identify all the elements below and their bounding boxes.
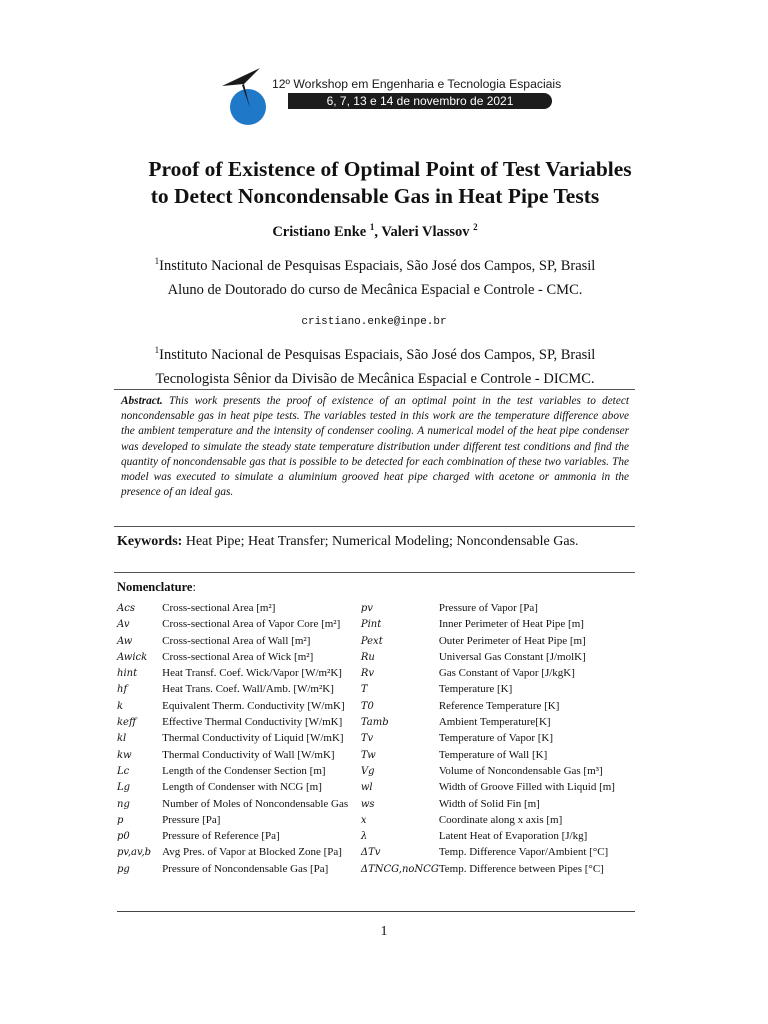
nomenclature-symbol: Pext (360, 635, 383, 647)
nomenclature-table (117, 602, 637, 879)
nomenclature-definition: Temperature [K] (438, 683, 513, 696)
nomenclature-symbol: Acs (117, 603, 135, 614)
title-line-1: Proof of Existence of Optimal Point of Test Variables (148, 157, 632, 181)
nomenclature-row (117, 602, 637, 618)
nomenclature-symbol: k (117, 700, 124, 712)
nomenclature-definition: Universal Gas Constant [J/molK] (438, 650, 586, 663)
nomenclature-row (117, 781, 637, 797)
nomenclature-symbol: ΔTv (360, 847, 381, 859)
nomenclature-definition: Length of the Condenser Section [m] (162, 764, 326, 777)
nomenclature-symbol: Tw (360, 749, 376, 761)
nomenclature-row (117, 667, 637, 683)
nomenclature-bottom-rule (117, 911, 635, 912)
author-2: Valeri Vlassov (381, 223, 470, 240)
nomenclature-row (117, 732, 637, 748)
nomenclature-definition: Cross-sectional Area of Wall [m²] (162, 634, 311, 647)
nomenclature-symbol: Ru (360, 651, 375, 663)
nomenclature-symbol: p (117, 814, 124, 826)
nomenclature-definition: Outer Perimeter of Heat Pipe [m] (438, 634, 586, 647)
author-2-sup: 2 (473, 222, 478, 232)
nomenclature-definition: Temp. Difference Vapor/Ambient [°C] (438, 846, 609, 859)
nomenclature-symbol: Rv (360, 668, 375, 680)
nomenclature-definition: Pressure of Vapor [Pa] (438, 602, 538, 614)
abstract-top-rule (114, 389, 635, 390)
nomenclature-definition: Width of Groove Filled with Liquid [m] (438, 781, 615, 794)
nomenclature-symbol: T (360, 684, 368, 696)
nomenclature-row (117, 798, 637, 814)
affiliation-2-line-2: Tecnologista Sênior da Divisão de Mecânica Espacial e Controle - DICMC. (155, 371, 595, 387)
keywords-rule (114, 572, 635, 573)
nomenclature-symbol: kl (117, 733, 127, 745)
nomenclature-symbol: pv,av,b (117, 847, 152, 859)
nomenclature-definition: Coordinate along x axis [m] (438, 813, 563, 826)
abstract-label: Abstract. (121, 395, 163, 407)
nomenclature-symbol: p0 (117, 831, 130, 843)
nomenclature-definition: Width of Solid Fin [m] (438, 797, 540, 810)
affiliation-2-sup: 1 (154, 345, 160, 355)
affiliation-2-line-1 (0, 345, 750, 364)
nomenclature-symbol: hint (117, 668, 138, 680)
nomenclature-row (117, 830, 637, 846)
keywords-text: Heat Pipe; Heat Transfer; Numerical Modeling; Noncondensable Gas. (185, 534, 579, 549)
workshop-logo-icon (220, 64, 280, 128)
abstract (121, 394, 629, 500)
nomenclature-symbol: Tv (360, 733, 374, 745)
nomenclature-row (117, 635, 637, 651)
authors: Cristiano Enke $^1$, Valeri Vlassov $^2$ (272, 222, 478, 240)
nomenclature-definition: Pressure of Reference [Pa] (162, 830, 280, 843)
workshop-header (220, 64, 560, 128)
nomenclature-symbol: ΔTNCG,noNCG (360, 863, 439, 875)
nomenclature-symbol: Tamb (360, 717, 389, 729)
nomenclature-definition: Pressure [Pa] (162, 813, 221, 826)
nomenclature-definition: Heat Trans. Coef. Wall/Amb. [W/m²K] (162, 683, 334, 696)
nomenclature-row (117, 651, 637, 667)
nomenclature-definition: Effective Thermal Conductivity [W/mK] (162, 716, 343, 729)
nomenclature-symbol: λ (360, 831, 368, 843)
nomenclature-definition: Number of Moles of Noncondensable Gas (162, 797, 349, 810)
nomenclature-symbol: Lg (117, 782, 131, 794)
nomenclature-definition: Latent Heat of Evaporation [J/kg] (438, 830, 588, 843)
nomenclature-symbol: pg (117, 863, 130, 875)
author-email[interactable]: cristiano.enke@inpe.br (301, 316, 447, 328)
author-1-sup: 1 (369, 222, 375, 232)
nomenclature-definition: Thermal Conductivity of Liquid [W/mK] (162, 732, 344, 745)
nomenclature-symbol: Pint (360, 619, 382, 631)
nomenclature-row (117, 700, 637, 716)
nomenclature-row (117, 814, 637, 830)
affiliation-1-sup: 1 (154, 256, 160, 266)
paper-title (90, 156, 690, 210)
workshop-dates: 6, 7, 13 e 14 de novembro de 2021 (288, 93, 552, 109)
nomenclature-row (117, 846, 637, 862)
abstract-bottom-rule (114, 526, 635, 527)
nomenclature-definition: Inner Perimeter of Heat Pipe [m] (438, 618, 584, 631)
nomenclature-definition: Temperature of Vapor [K] (438, 732, 554, 745)
nomenclature-definition: Temp. Difference between Pipes [°C] (438, 862, 604, 875)
nomenclature-symbol: kw (117, 749, 132, 761)
nomenclature-definition: Temperature of Wall [K] (438, 748, 548, 761)
nomenclature-symbol: keff (117, 717, 137, 729)
nomenclature-symbol: Av (117, 619, 130, 631)
title-line-2: to Detect Noncondensable Gas in Heat Pipe Tests (150, 184, 600, 208)
nomenclature-definition: Length of Condenser with NCG [m] (162, 781, 322, 794)
nomenclature-definition: Pressure of Noncondensable Gas [Pa] (162, 862, 329, 875)
workshop-title: 12º Workshop em Engenharia e Tecnologia Espaciais (272, 77, 562, 91)
nomenclature-definition: Volume of Noncondensable Gas [m³] (438, 764, 603, 777)
affiliation-1-line-1 (0, 256, 750, 275)
affiliation-1-line-2: Aluno de Doutorado do curso de Mecânica Espacial e Controle - CMC. (167, 282, 583, 298)
nomenclature-row (117, 683, 637, 699)
nomenclature-heading: Nomenclature: (117, 580, 196, 594)
nomenclature-definition: Reference Temperature [K] (438, 699, 560, 712)
affiliation-2-text: Instituto Nacional de Pesquisas Espaciais, São José dos Campos, SP, Brasil (159, 346, 596, 363)
nomenclature-symbol: Aw (117, 635, 133, 647)
nomenclature-symbol: x (360, 814, 367, 826)
nomenclature-definition: Cross-sectional Area of Vapor Core [m²] (162, 618, 341, 631)
nomenclature-symbol: hf (117, 684, 128, 696)
nomenclature-definition: Thermal Conductivity of Wall [W/mK] (162, 748, 335, 761)
nomenclature-symbol: Vg (360, 765, 375, 777)
nomenclature-row (117, 749, 637, 765)
nomenclature-symbol: Lc (117, 765, 130, 777)
nomenclature-definition: Avg Pres. of Vapor at Blocked Zone [Pa] (162, 846, 342, 859)
abstract-text: This work presents the proof of existence of an optimal point in the test variables to detect noncondensable gas in heat pipe tests. The variables tested in this work are the temperature difference above the ambient temperature and the intensity of condenser cooling. A numerical model of the heat pipe condenser was developed to simulate the steady state temperature distribution under different test conditions and find the quantity of noncondensable gas that is possible to be detected for each combination of these two variables. The model was executed to simulate a aluminium grooved heat pipe charged with acetone or ammonia in the presence of an ideal gas. (121, 395, 629, 499)
nomenclature-symbol: Awick (117, 651, 148, 663)
nomenclature-row (117, 765, 637, 781)
nomenclature-symbol: wl (360, 782, 373, 794)
nomenclature-row (117, 863, 637, 879)
page-number: 1 (380, 924, 388, 939)
nomenclature-row (117, 618, 637, 634)
nomenclature-definition: Cross-sectional Area [m²] (162, 602, 276, 614)
nomenclature-definition: Gas Constant of Vapor [J/kgK] (438, 667, 575, 680)
nomenclature-definition: Cross-sectional Area of Wick [m²] (162, 650, 314, 663)
keywords-label: Keywords: (117, 534, 183, 549)
nomenclature-symbol: ws (360, 798, 375, 810)
affiliation-1-text: Instituto Nacional de Pesquisas Espaciais, São José dos Campos, SP, Brasil (159, 257, 596, 274)
nomenclature-row (117, 716, 637, 732)
nomenclature-definition: Ambient Temperature[K] (438, 716, 551, 729)
author-1: Cristiano Enke (272, 223, 367, 240)
nomenclature-definition: Equivalent Therm. Conductivity [W/mK] (162, 699, 345, 712)
nomenclature-symbol: T0 (360, 700, 374, 712)
keywords (117, 534, 579, 550)
nomenclature-heading-text: Nomenclature (117, 580, 193, 594)
nomenclature-definition: Heat Transf. Coef. Wick/Vapor [W/m²K] (162, 667, 342, 680)
nomenclature-symbol: pv (360, 603, 373, 614)
nomenclature-symbol: ng (117, 798, 130, 810)
